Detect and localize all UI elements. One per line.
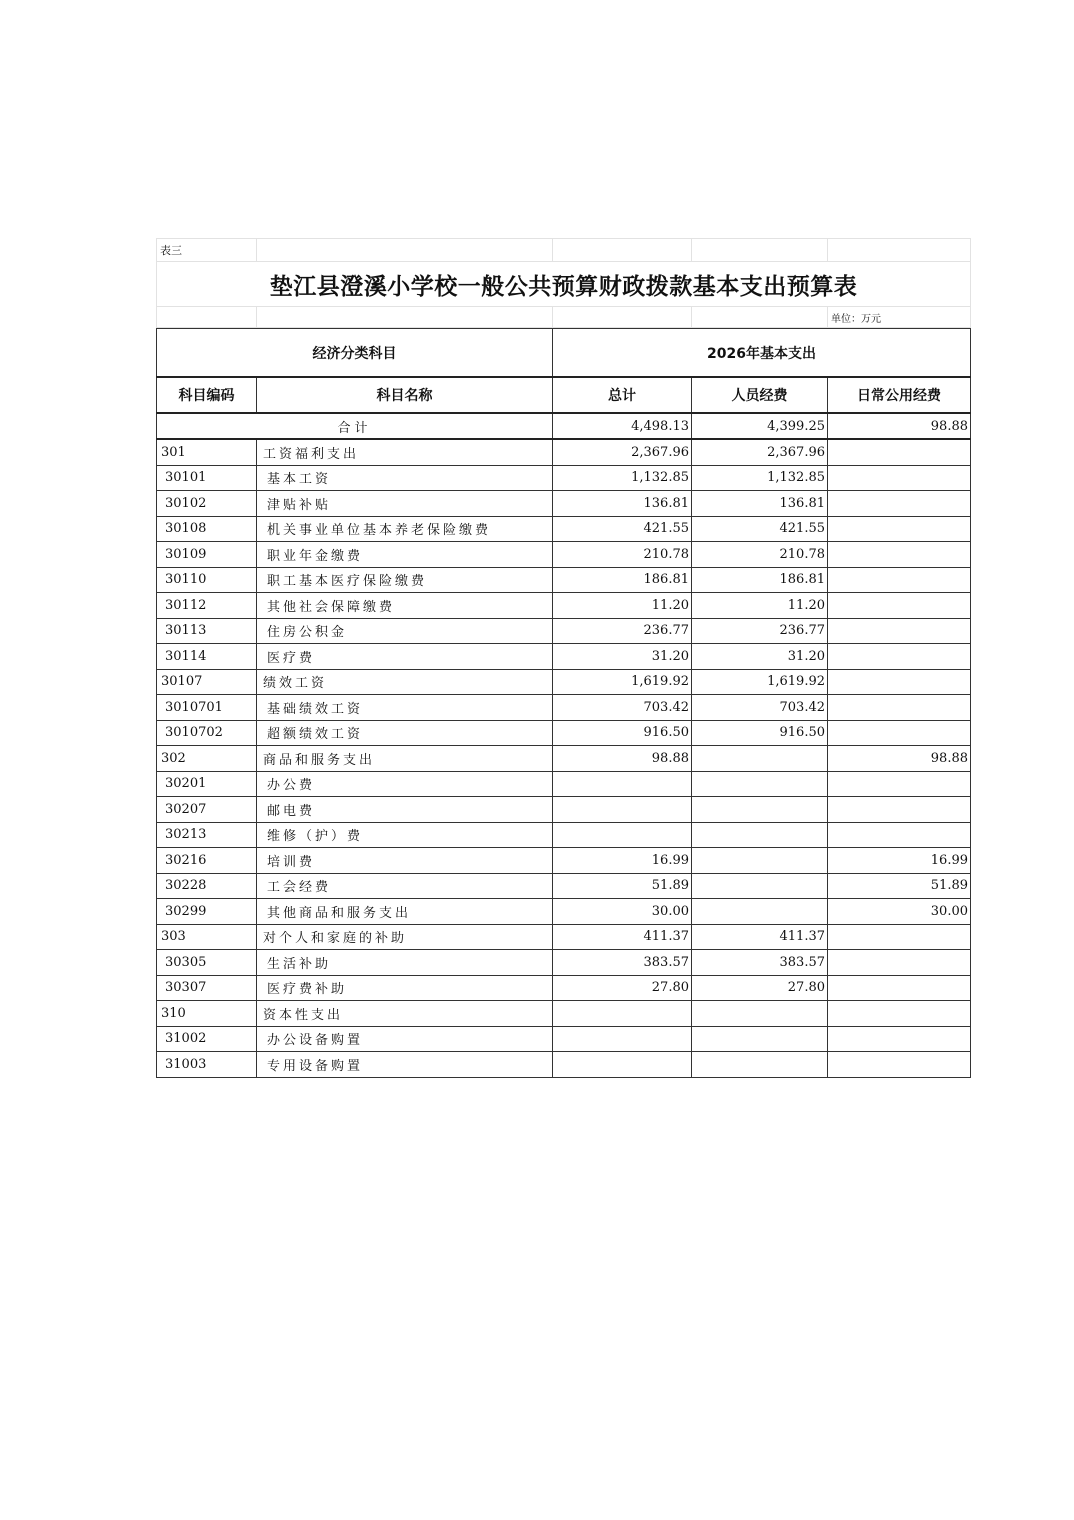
header-basic-expenditure: 2026年基本支出 <box>553 329 971 378</box>
row-personnel: 703.42 <box>692 695 828 721</box>
row-public <box>828 491 971 517</box>
table-row <box>157 720 971 746</box>
table-row <box>157 848 971 874</box>
budget-sheet <box>156 238 970 1078</box>
row-code: 303 <box>157 924 257 950</box>
row-code: 30307 <box>157 975 257 1001</box>
row-public <box>828 465 971 491</box>
row-name: 基本工资 <box>257 465 553 491</box>
row-total: 51.89 <box>553 873 692 899</box>
row-name: 工资福利支出 <box>257 439 553 465</box>
row-public <box>828 542 971 568</box>
row-total: 31.20 <box>553 644 692 670</box>
row-name: 生活补助 <box>257 950 553 976</box>
row-total: 411.37 <box>553 924 692 950</box>
row-public <box>828 1026 971 1052</box>
row-name: 基础绩效工资 <box>257 695 553 721</box>
row-code: 3010701 <box>157 695 257 721</box>
table-row <box>157 1001 971 1027</box>
row-name: 工会经费 <box>257 873 553 899</box>
row-public: 16.99 <box>828 848 971 874</box>
row-name: 商品和服务支出 <box>257 746 553 772</box>
row-total: 136.81 <box>553 491 692 517</box>
row-personnel: 411.37 <box>692 924 828 950</box>
row-personnel <box>692 771 828 797</box>
row-public <box>828 567 971 593</box>
table-tag: 表三 <box>157 239 257 262</box>
total-sum: 4,498.13 <box>553 413 692 439</box>
row-code: 31002 <box>157 1026 257 1052</box>
table-row <box>157 899 971 925</box>
row-name: 职工基本医疗保险缴费 <box>257 567 553 593</box>
row-name: 津贴补贴 <box>257 491 553 517</box>
row-name: 培训费 <box>257 848 553 874</box>
row-public <box>828 771 971 797</box>
row-name: 超额绩效工资 <box>257 720 553 746</box>
header-economic-classification: 经济分类科目 <box>157 329 553 378</box>
row-code: 30213 <box>157 822 257 848</box>
row-public <box>828 516 971 542</box>
row-code: 30207 <box>157 797 257 823</box>
row-total: 236.77 <box>553 618 692 644</box>
row-total <box>553 1052 692 1078</box>
table-row <box>157 644 971 670</box>
row-public <box>828 593 971 619</box>
row-name: 绩效工资 <box>257 669 553 695</box>
row-personnel: 1,132.85 <box>692 465 828 491</box>
row-public <box>828 618 971 644</box>
row-total: 98.88 <box>553 746 692 772</box>
row-name: 职业年金缴费 <box>257 542 553 568</box>
table-row <box>157 669 971 695</box>
row-public <box>828 720 971 746</box>
table-row <box>157 822 971 848</box>
row-personnel: 186.81 <box>692 567 828 593</box>
row-personnel: 916.50 <box>692 720 828 746</box>
table-row <box>157 618 971 644</box>
row-personnel <box>692 822 828 848</box>
row-code: 30112 <box>157 593 257 619</box>
row-public <box>828 1001 971 1027</box>
row-total: 1,619.92 <box>553 669 692 695</box>
row-total <box>553 1001 692 1027</box>
table-row <box>157 746 971 772</box>
row-public <box>828 644 971 670</box>
row-personnel: 27.80 <box>692 975 828 1001</box>
row-code: 30109 <box>157 542 257 568</box>
row-personnel: 421.55 <box>692 516 828 542</box>
row-code: 30201 <box>157 771 257 797</box>
column-header-total: 总计 <box>553 377 692 413</box>
row-code: 302 <box>157 746 257 772</box>
row-name: 医疗费 <box>257 644 553 670</box>
total-public: 98.88 <box>828 413 971 439</box>
row-code: 30101 <box>157 465 257 491</box>
table-row <box>157 950 971 976</box>
row-code: 30108 <box>157 516 257 542</box>
row-code: 31003 <box>157 1052 257 1078</box>
row-public <box>828 669 971 695</box>
row-personnel: 136.81 <box>692 491 828 517</box>
table-row <box>157 567 971 593</box>
row-code: 30107 <box>157 669 257 695</box>
row-personnel <box>692 899 828 925</box>
row-public <box>828 950 971 976</box>
row-code: 30299 <box>157 899 257 925</box>
row-name: 医疗费补助 <box>257 975 553 1001</box>
row-name: 专用设备购置 <box>257 1052 553 1078</box>
row-code: 30102 <box>157 491 257 517</box>
column-header-name: 科目名称 <box>257 377 553 413</box>
row-code: 30305 <box>157 950 257 976</box>
row-personnel <box>692 1026 828 1052</box>
table-row <box>157 516 971 542</box>
column-header-code: 科目编码 <box>157 377 257 413</box>
row-total: 703.42 <box>553 695 692 721</box>
row-public: 30.00 <box>828 899 971 925</box>
row-name: 办公费 <box>257 771 553 797</box>
total-label: 合计 <box>157 413 553 439</box>
column-header-public: 日常公用经费 <box>828 377 971 413</box>
row-name: 机关事业单位基本养老保险缴费 <box>257 516 553 542</box>
row-total: 11.20 <box>553 593 692 619</box>
page-title: 垫江县澄溪小学校一般公共预算财政拨款基本支出预算表 <box>157 262 971 307</box>
row-personnel <box>692 848 828 874</box>
row-total: 421.55 <box>553 516 692 542</box>
row-public <box>828 695 971 721</box>
row-public <box>828 924 971 950</box>
row-total: 210.78 <box>553 542 692 568</box>
row-total: 27.80 <box>553 975 692 1001</box>
row-personnel: 11.20 <box>692 593 828 619</box>
table-row <box>157 593 971 619</box>
row-personnel: 236.77 <box>692 618 828 644</box>
row-public <box>828 439 971 465</box>
unit-label: 单位：万元 <box>828 307 971 328</box>
total-personnel: 4,399.25 <box>692 413 828 439</box>
row-code: 3010702 <box>157 720 257 746</box>
row-code: 30216 <box>157 848 257 874</box>
table-row <box>157 1026 971 1052</box>
sheet-header-area <box>156 238 971 328</box>
row-total: 2,367.96 <box>553 439 692 465</box>
table-row <box>157 771 971 797</box>
row-total <box>553 822 692 848</box>
row-personnel <box>692 873 828 899</box>
row-name: 维修（护）费 <box>257 822 553 848</box>
row-public <box>828 975 971 1001</box>
row-total: 186.81 <box>553 567 692 593</box>
row-name: 住房公积金 <box>257 618 553 644</box>
row-total: 16.99 <box>553 848 692 874</box>
row-personnel <box>692 746 828 772</box>
row-name: 办公设备购置 <box>257 1026 553 1052</box>
row-personnel: 31.20 <box>692 644 828 670</box>
row-public: 98.88 <box>828 746 971 772</box>
table-row <box>157 695 971 721</box>
table-row <box>157 797 971 823</box>
table-row <box>157 975 971 1001</box>
table-row <box>157 439 971 465</box>
row-total: 1,132.85 <box>553 465 692 491</box>
row-total: 916.50 <box>553 720 692 746</box>
row-total <box>553 771 692 797</box>
table-row <box>157 542 971 568</box>
column-header-personnel: 人员经费 <box>692 377 828 413</box>
row-public <box>828 797 971 823</box>
row-name: 邮电费 <box>257 797 553 823</box>
row-code: 310 <box>157 1001 257 1027</box>
row-code: 30110 <box>157 567 257 593</box>
row-total <box>553 1026 692 1052</box>
row-personnel <box>692 1001 828 1027</box>
row-name: 其他社会保障缴费 <box>257 593 553 619</box>
row-name: 资本性支出 <box>257 1001 553 1027</box>
row-personnel: 210.78 <box>692 542 828 568</box>
row-public: 51.89 <box>828 873 971 899</box>
row-code: 30113 <box>157 618 257 644</box>
row-public <box>828 1052 971 1078</box>
row-personnel: 383.57 <box>692 950 828 976</box>
row-name: 对个人和家庭的补助 <box>257 924 553 950</box>
table-row <box>157 1052 971 1078</box>
row-personnel <box>692 1052 828 1078</box>
table-row <box>157 873 971 899</box>
row-code: 30114 <box>157 644 257 670</box>
row-public <box>828 822 971 848</box>
row-code: 301 <box>157 439 257 465</box>
table-row <box>157 465 971 491</box>
row-total: 30.00 <box>553 899 692 925</box>
row-total: 383.57 <box>553 950 692 976</box>
row-total <box>553 797 692 823</box>
row-personnel: 1,619.92 <box>692 669 828 695</box>
table-row <box>157 924 971 950</box>
budget-table <box>156 328 971 1078</box>
row-personnel <box>692 797 828 823</box>
row-name: 其他商品和服务支出 <box>257 899 553 925</box>
row-personnel: 2,367.96 <box>692 439 828 465</box>
total-row <box>157 413 971 439</box>
table-row <box>157 491 971 517</box>
row-code: 30228 <box>157 873 257 899</box>
